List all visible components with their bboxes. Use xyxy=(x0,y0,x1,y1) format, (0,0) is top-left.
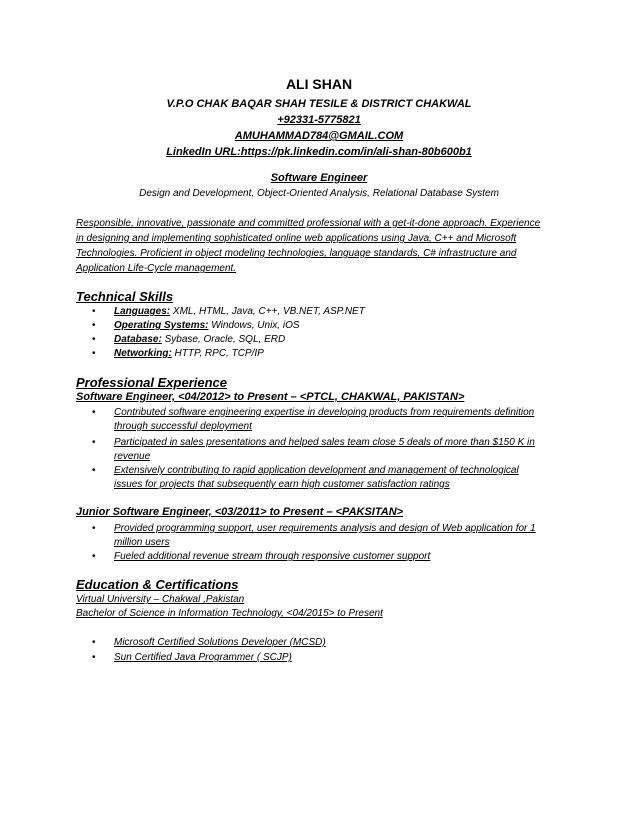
summary-line: Responsible, innovative, passionate and committed professional with a get-it-done approach. Experience xyxy=(76,218,541,229)
school: Virtual University – Chakwal ,Pakistan xyxy=(76,594,245,605)
job-bullet-line: issues for projects that subsequently earn high customer satisfaction ratings xyxy=(114,479,450,490)
summary-line: in designing and implementing sophisticated online web applications using Java, C++ and Microsoft xyxy=(76,233,517,244)
skill-label: Languages: xyxy=(114,306,171,317)
job-title: Software Engineer, <04/2012> to Present – <PTCL, CHAKWAL, PAKISTAN> xyxy=(76,391,465,403)
job-bullet-line: Extensively contributing to rapid application development and management of technological xyxy=(114,465,519,476)
bullet-icon: • xyxy=(92,320,96,331)
skills-heading: Technical Skills xyxy=(76,289,174,304)
skill-value: Sybase, Oracle, SQL, ERD xyxy=(161,334,286,345)
bullet-icon: • xyxy=(92,306,96,317)
bullet-icon: • xyxy=(92,523,96,534)
bullet-icon: • xyxy=(92,551,96,562)
linkedin-link[interactable]: LinkedIn URL:https://pk.linkedin.com/in/ali-shan-80b600b1 xyxy=(166,146,472,158)
skill-item xyxy=(114,320,300,331)
job-bullet-line: Provided programming support, user requirements analysis and design of Web application for 1 xyxy=(114,523,536,534)
skill-value: HTTP, RPC, TCP/IP xyxy=(171,348,264,359)
skill-item xyxy=(114,348,264,359)
summary-line: Application Life-Cycle management. xyxy=(76,263,237,274)
education-heading: Education & Certifications xyxy=(76,577,239,592)
skill-item xyxy=(114,334,285,345)
certification: Sun Certified Java Programmer ( SCJP) xyxy=(114,652,292,663)
bullet-icon: • xyxy=(92,348,96,359)
focus-areas: Design and Development, Object-Oriented Analysis, Relational Database System xyxy=(139,188,499,199)
bullet-icon: • xyxy=(92,465,96,476)
job-bullet-line: Contributed software engineering expertise in developing products from requirements definition xyxy=(114,407,535,418)
bullet-icon: • xyxy=(92,637,96,648)
bullet-icon: • xyxy=(92,437,96,448)
certification: Microsoft Certified Solutions Developer (MCSD) xyxy=(114,637,326,648)
job-bullet-line: Participated in sales presentations and helped sales team close 5 deals of more than $150 K in xyxy=(114,437,535,448)
bullet-icon: • xyxy=(92,334,96,345)
job-title: Junior Software Engineer, <03/2011> to Present – <PAKSITAN> xyxy=(76,506,404,518)
skill-label: Operating Systems: xyxy=(114,320,209,331)
bullet-icon: • xyxy=(92,407,96,418)
skill-item xyxy=(114,306,365,317)
job-bullet-line: revenue xyxy=(114,451,151,462)
summary-line: Technologies. Proficient in object modeling technologies, language standards, C# infrastructure and xyxy=(76,248,517,259)
skill-value: XML, HTML, Java, C++, VB.NET, ASP.NET xyxy=(170,306,365,317)
degree: Bachelor of Science in Information Technology, <04/2015> to Present xyxy=(76,608,383,619)
skill-label: Networking: xyxy=(114,348,172,359)
skill-label: Database: xyxy=(114,334,162,345)
job-bullet-line: Fueled additional revenue stream through responsive customer support xyxy=(114,551,431,562)
address: V.P.O CHAK BAQAR SHAH TESILE & DISTRICT CHAKWAL xyxy=(166,98,472,110)
candidate-name: ALI SHAN xyxy=(285,76,353,92)
bullet-icon: • xyxy=(92,652,96,663)
email-link[interactable]: AMUHAMMAD784@GMAIL.COM xyxy=(234,130,404,142)
job-bullet-line: million users xyxy=(114,537,170,548)
experience-heading: Professional Experience xyxy=(76,375,228,390)
phone: +92331-5775821 xyxy=(277,114,361,126)
role-title: Software Engineer xyxy=(270,172,368,184)
skill-value: Windows, Unix, iOS xyxy=(208,320,300,331)
job-bullet-line: through successful deployment xyxy=(114,421,252,432)
